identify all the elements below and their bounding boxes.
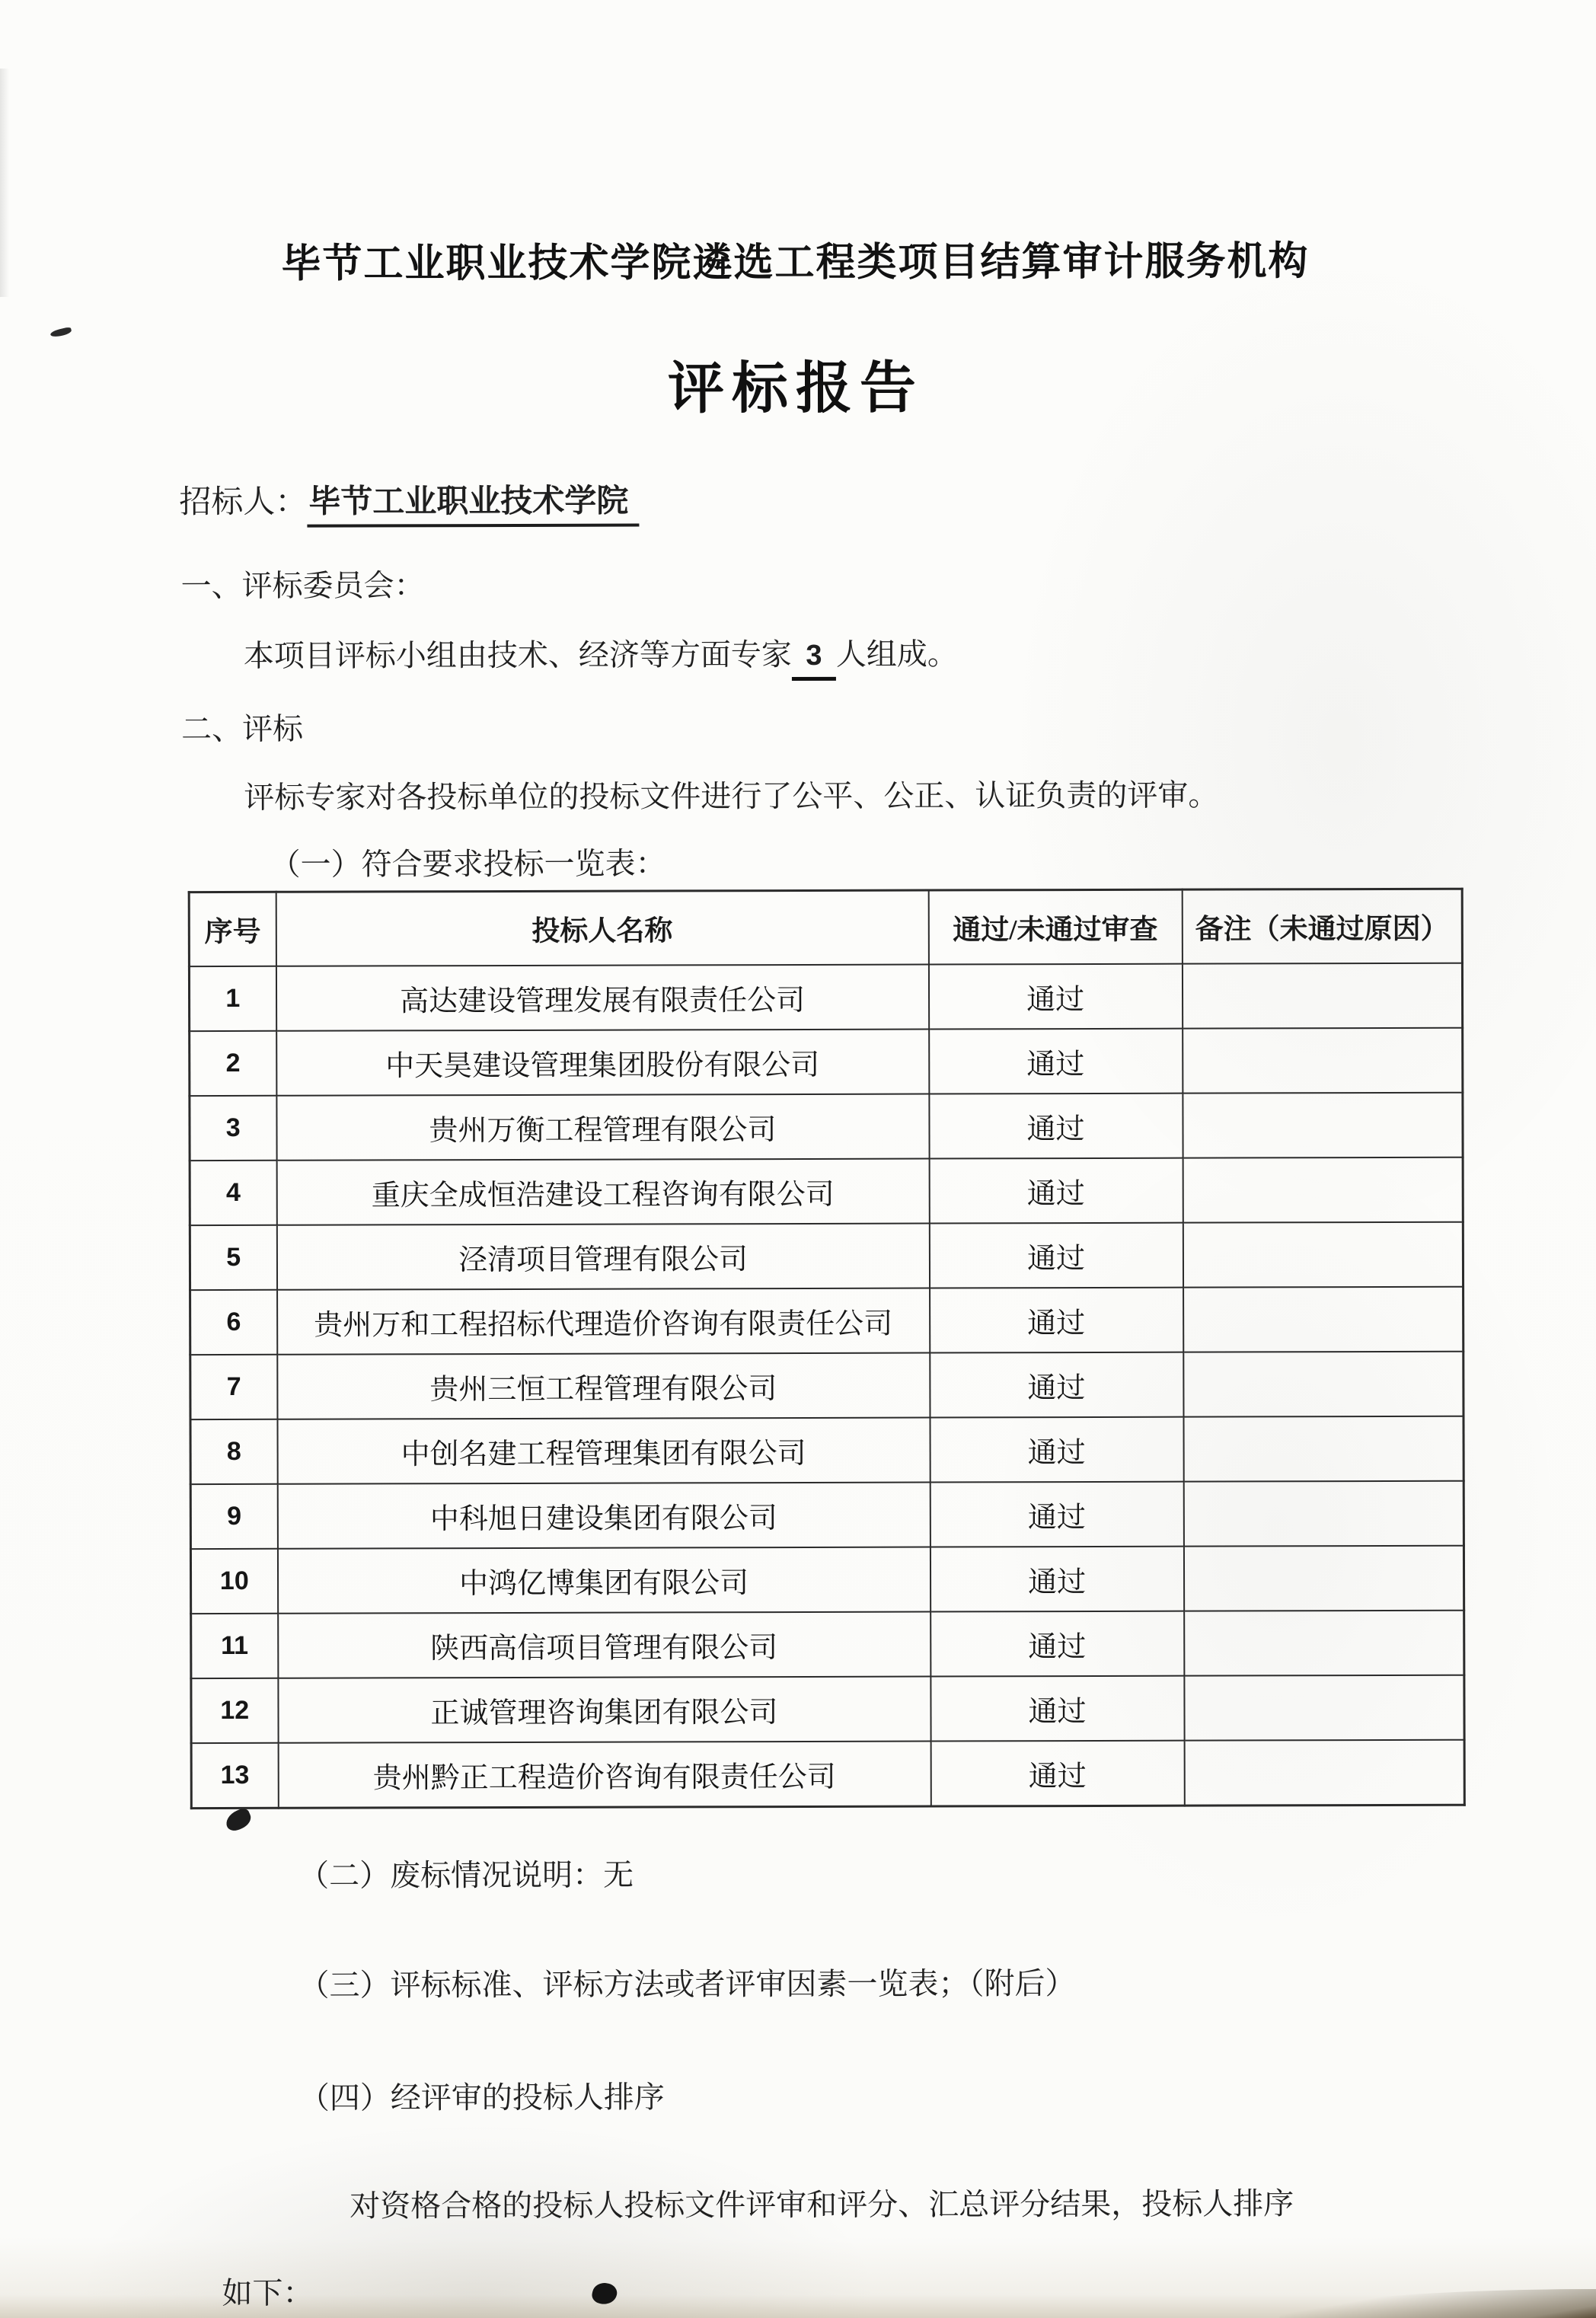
table-row xyxy=(190,1093,1463,1161)
cell-serial-number: 12 xyxy=(191,1678,278,1743)
ranking-explanation-tail: 如下： xyxy=(222,2275,314,2310)
cell-remark xyxy=(1183,1481,1464,1547)
cell-remark xyxy=(1183,1287,1464,1352)
table-row xyxy=(191,1611,1464,1678)
cell-bidder-name: 贵州黔正工程造价咨询有限责任公司 xyxy=(278,1741,930,1808)
list-item-qualified-bidders: （一）符合要求投标一览表： xyxy=(270,846,666,882)
table-row xyxy=(191,1740,1464,1809)
section-heading-committee: 一、评标委员会： xyxy=(180,568,425,604)
cell-bidder-name: 中创名建工程管理集团有限公司 xyxy=(277,1417,930,1483)
cell-remark xyxy=(1183,1546,1464,1611)
cell-remark xyxy=(1184,1740,1464,1806)
section-heading-evaluation: 二、评标 xyxy=(181,711,304,746)
qualified-bidders-table xyxy=(188,888,1466,1809)
cell-remark xyxy=(1183,1222,1463,1288)
table-row xyxy=(190,1028,1463,1096)
cell-serial-number: 2 xyxy=(190,1031,276,1096)
table-row xyxy=(190,1481,1464,1549)
cell-serial-number: 3 xyxy=(190,1096,276,1161)
cell-review-result: 通过 xyxy=(929,1029,1183,1094)
cell-bidder-name: 正诚管理咨询集团有限公司 xyxy=(278,1676,930,1742)
cell-review-result: 通过 xyxy=(930,1547,1183,1612)
tenderer-line xyxy=(0,477,1594,525)
cell-serial-number: 1 xyxy=(189,966,276,1031)
cell-review-result: 通过 xyxy=(928,964,1182,1030)
expert-count-underlined: 3 xyxy=(792,637,836,681)
cell-review-result: 通过 xyxy=(929,1158,1183,1224)
committee-text-prefix: 本项目评标小组由技术、经济等方面专家 xyxy=(243,637,792,674)
table-row xyxy=(190,1416,1464,1484)
cell-review-result: 通过 xyxy=(930,1352,1183,1418)
col-header-remark: 备注（未通过原因） xyxy=(1182,889,1462,963)
cell-bidder-name: 中天昊建设管理集团股份有限公司 xyxy=(276,1029,929,1095)
cell-serial-number: 5 xyxy=(190,1225,276,1290)
cell-bidder-name: 中科旭日建设集团有限公司 xyxy=(277,1482,930,1548)
cell-review-result: 通过 xyxy=(930,1417,1183,1483)
cell-serial-number: 6 xyxy=(190,1290,277,1355)
cell-bidder-name: 高达建设管理发展有限责任公司 xyxy=(276,964,928,1030)
bidder-table-body xyxy=(189,963,1464,1809)
table-row xyxy=(191,1675,1464,1743)
table-row xyxy=(190,1222,1463,1290)
cell-review-result: 通过 xyxy=(930,1288,1183,1353)
table-row xyxy=(190,1157,1463,1225)
list-item-void-bids: （二）废标情况说明：无 xyxy=(298,1857,634,1893)
tenderer-label: 招标人： xyxy=(179,484,308,520)
table-header-row xyxy=(189,889,1462,966)
ranking-explanation: 对资格合格的投标人投标文件评审和评分、汇总评分结果，投标人排序 xyxy=(350,2186,1294,2224)
tenderer-name-underlined: 毕节工业职业技术学院 xyxy=(307,484,639,527)
cell-remark xyxy=(1183,1093,1463,1158)
cell-bidder-name: 贵州万衡工程管理有限公司 xyxy=(276,1094,929,1160)
committee-text-suffix: 人组成。 xyxy=(835,637,958,672)
report-title: 评标报告 xyxy=(667,356,924,420)
cell-bidder-name: 泾清项目管理有限公司 xyxy=(276,1223,929,1289)
list-item-criteria: （三）评标标准、评标方法或者评审因素一览表；（附后） xyxy=(298,1965,1076,2003)
cell-bidder-name: 贵州万和工程招标代理造价咨询有限责任公司 xyxy=(277,1288,930,1354)
committee-composition-text xyxy=(0,634,1594,683)
cell-remark xyxy=(1184,1675,1464,1741)
table-row xyxy=(189,963,1462,1031)
cell-serial-number: 8 xyxy=(190,1419,277,1484)
cell-remark xyxy=(1182,963,1462,1029)
cell-serial-number: 11 xyxy=(191,1614,278,1678)
cell-review-result: 通过 xyxy=(930,1676,1184,1742)
cell-remark xyxy=(1183,1028,1463,1094)
cell-review-result: 通过 xyxy=(929,1094,1183,1159)
cell-review-result: 通过 xyxy=(930,1611,1184,1677)
cell-remark xyxy=(1183,1352,1464,1417)
cell-serial-number: 7 xyxy=(190,1355,277,1419)
document-title: 毕节工业职业技术学院遴选工程类项目结算审计服务机构 xyxy=(281,239,1310,286)
table-row xyxy=(190,1546,1464,1614)
cell-bidder-name: 重庆全成恒浩建设工程咨询有限公司 xyxy=(276,1158,929,1224)
cell-bidder-name: 贵州三恒工程管理有限公司 xyxy=(277,1352,930,1419)
list-item-ranking: （四）经评审的投标人排序 xyxy=(298,2080,665,2115)
cell-remark xyxy=(1183,1416,1464,1482)
cell-serial-number: 9 xyxy=(190,1484,277,1549)
cell-serial-number: 10 xyxy=(190,1549,277,1614)
cell-serial-number: 4 xyxy=(190,1161,276,1225)
col-header-review-result: 通过/未通过审查 xyxy=(928,889,1182,964)
evaluation-statement: 评标专家对各投标单位的投标文件进行了公平、公正、认证负责的评审。 xyxy=(244,777,1219,815)
document-content xyxy=(0,235,1596,2313)
col-header-bidder-name: 投标人名称 xyxy=(276,890,928,966)
cell-review-result: 通过 xyxy=(930,1482,1183,1547)
cell-review-result: 通过 xyxy=(930,1741,1184,1806)
cell-bidder-name: 陕西高信项目管理有限公司 xyxy=(278,1611,930,1678)
table-row xyxy=(190,1287,1464,1355)
cell-serial-number: 13 xyxy=(191,1743,278,1809)
cell-bidder-name: 中鸿亿博集团有限公司 xyxy=(277,1547,930,1613)
table-row xyxy=(190,1352,1464,1419)
cell-review-result: 通过 xyxy=(929,1223,1183,1288)
cell-remark xyxy=(1183,1157,1463,1223)
col-header-serial-number: 序号 xyxy=(189,892,276,966)
cell-remark xyxy=(1184,1611,1464,1676)
